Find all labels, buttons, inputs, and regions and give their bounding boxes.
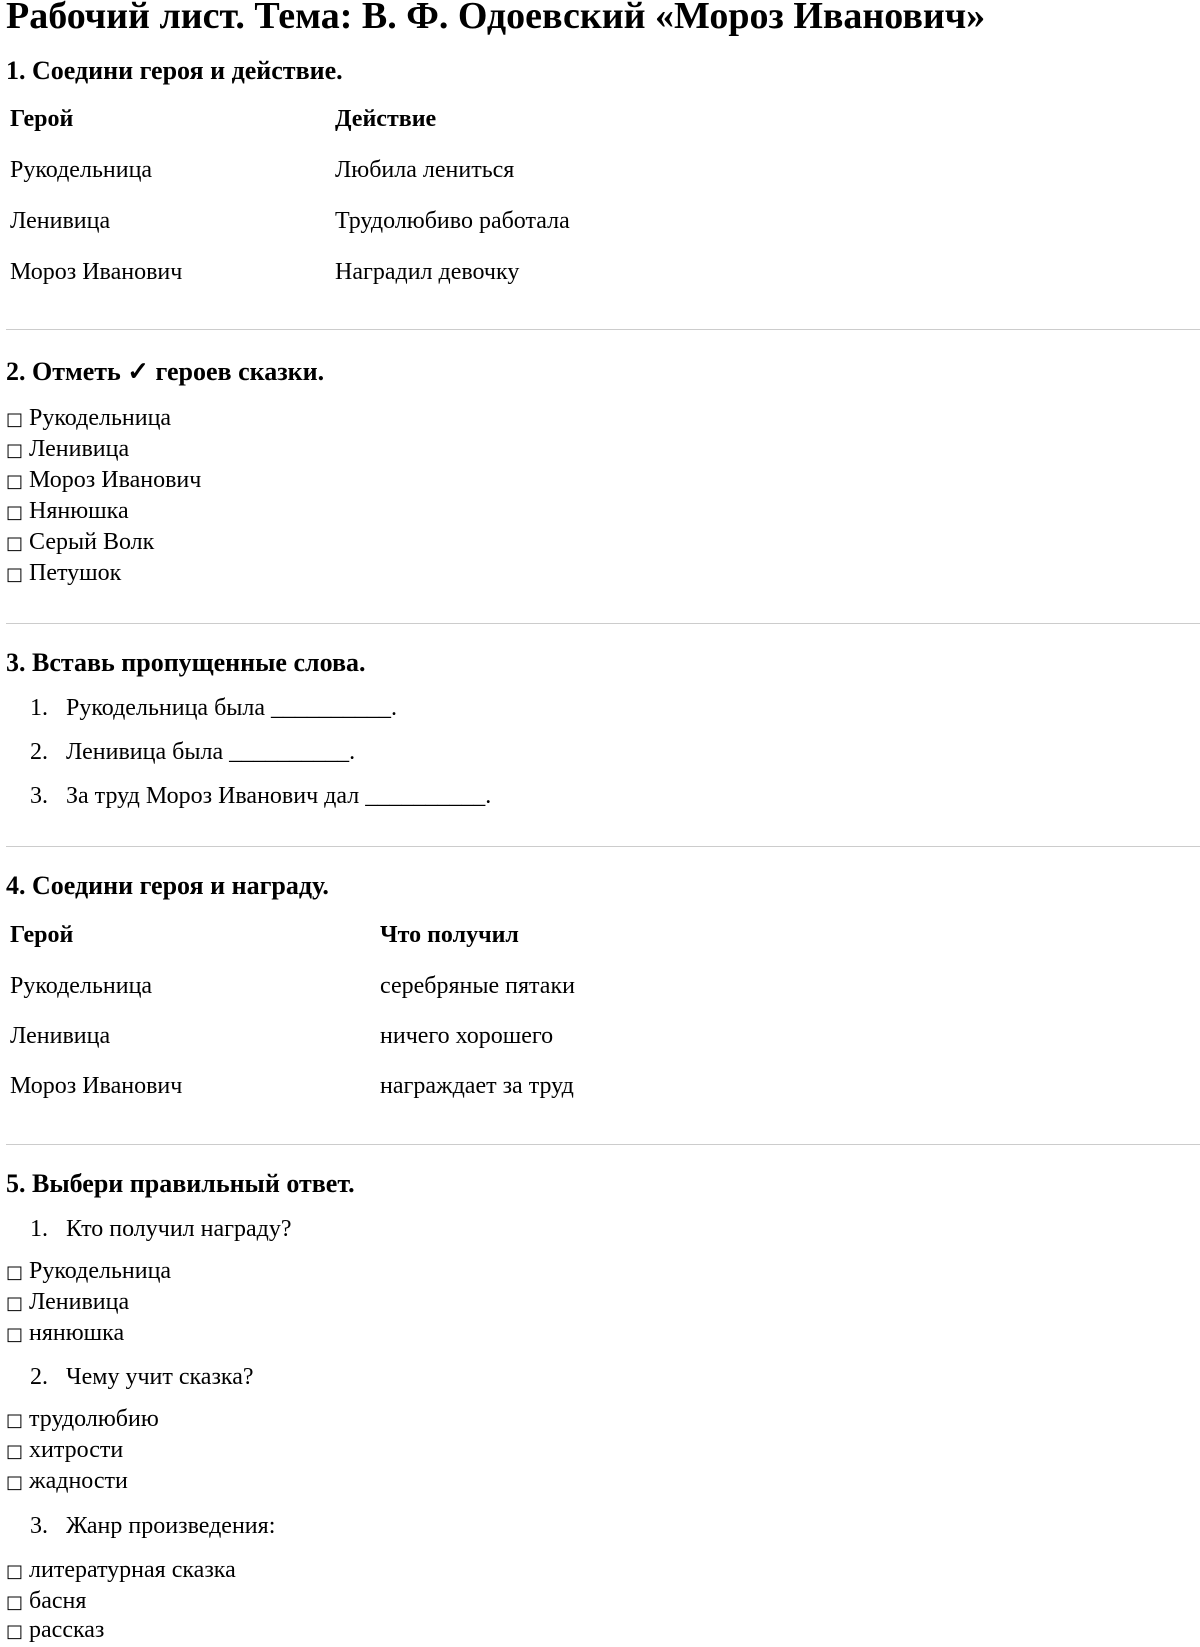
fill-in-sentence[interactable]: Рукодельница была __________. [66,695,398,721]
checkbox-icon[interactable]: □ [6,1262,24,1283]
item-number: 2. [30,739,48,765]
item-number: 1. [30,1216,48,1242]
q1-action-cell: Любила лениться [335,157,515,183]
q4-reward-cell: серебряные пятаки [380,973,575,999]
q3-heading: 3. Вставь пропущенные слова. [6,648,366,677]
q4-hero-cell: Рукодельница [10,973,153,999]
question-text: Жанр произведения: [66,1513,276,1539]
q2-heading: 2. Отметь ✓ героев сказки. [6,357,325,386]
q1-col-action-header: Действие [335,106,437,132]
q5-option[interactable] [6,1586,86,1618]
checkbox-icon[interactable]: □ [6,1324,24,1345]
q2-option-label: Рукодельница [29,405,172,431]
q2-option-label: Нянюшка [29,498,129,524]
checkbox-icon[interactable]: □ [6,564,24,585]
section-divider [6,623,1200,624]
q1-hero-cell: Рукодельница [10,157,153,183]
item-number: 3. [30,1513,48,1539]
q5-option-label: Ленивица [29,1289,130,1315]
checkbox-icon[interactable]: □ [6,502,24,523]
q4-reward-cell: награждает за труд [380,1073,574,1099]
item-number: 1. [30,695,48,721]
q3-item [6,781,491,811]
q2-option-label: Мороз Иванович [29,467,202,493]
question-text: Чему учит сказка? [66,1364,254,1390]
q5-option-label: трудолюбию [29,1406,159,1432]
q4-hero-cell: Ленивица [10,1023,111,1049]
section-divider [6,846,1200,847]
checkbox-icon[interactable]: □ [6,1561,24,1582]
q5-option[interactable] [6,1555,236,1587]
fill-in-sentence[interactable]: Ленивица была __________. [66,739,356,765]
checkbox-icon[interactable]: □ [6,440,24,461]
q5-option-label: басня [29,1588,87,1614]
checkbox-icon[interactable]: □ [6,1293,24,1314]
q5-question [6,1362,254,1392]
q4-col-hero-header: Герой [10,922,74,948]
q5-option[interactable] [6,1404,159,1436]
q2-option[interactable] [6,496,129,528]
q3-item [6,737,355,767]
q2-option-label: Ленивица [29,436,130,462]
q1-action-cell: Трудолюбиво работала [335,208,570,234]
checkbox-icon[interactable]: □ [6,1621,24,1642]
q4-reward-cell: ничего хорошего [380,1023,554,1049]
page-title: Рабочий лист. Тема: В. Ф. Одоевский «Мороз Иванович» [6,0,986,37]
q3-item [6,693,397,723]
q5-option-label: Рукодельница [29,1258,172,1284]
q1-action-cell: Наградил девочку [335,259,520,285]
q5-heading: 5. Выбери правильный ответ. [6,1169,355,1198]
q1-col-hero-header: Герой [10,106,74,132]
checkbox-icon[interactable]: □ [6,533,24,554]
question-text: Кто получил награду? [66,1216,292,1242]
q2-option-label: Петушок [29,560,122,586]
q5-option[interactable] [6,1256,171,1288]
q2-option[interactable] [6,558,121,590]
q4-heading: 4. Соедини героя и награду. [6,871,329,900]
q5-option[interactable] [6,1615,104,1647]
checkbox-icon[interactable]: □ [6,409,24,430]
q5-question [6,1511,275,1541]
item-number: 3. [30,783,48,809]
q1-heading: 1. Соедини героя и действие. [6,56,343,85]
q2-option-label: Серый Волк [29,529,155,555]
q5-option[interactable] [6,1318,124,1350]
section-divider [6,329,1200,330]
q5-option-label: рассказ [29,1617,105,1643]
q5-option-label: жадности [29,1468,128,1494]
q2-option[interactable] [6,434,129,466]
q4-hero-cell: Мороз Иванович [10,1073,183,1099]
checkbox-icon[interactable]: □ [6,1472,24,1493]
checkbox-icon[interactable]: □ [6,1441,24,1462]
q5-option[interactable] [6,1435,123,1467]
q2-option[interactable] [6,465,201,497]
checkbox-icon[interactable]: □ [6,471,24,492]
q5-option-label: хитрости [29,1437,124,1463]
q1-hero-cell: Ленивица [10,208,111,234]
q5-question [6,1214,292,1244]
q5-option[interactable] [6,1287,129,1319]
checkbox-icon[interactable]: □ [6,1410,24,1431]
checkbox-icon[interactable]: □ [6,1592,24,1613]
section-divider [6,1144,1200,1145]
q5-option[interactable] [6,1466,128,1498]
q5-option-label: нянюшка [29,1320,125,1346]
q2-option[interactable] [6,527,154,559]
q2-option[interactable] [6,403,171,435]
q1-hero-cell: Мороз Иванович [10,259,183,285]
q4-col-reward-header: Что получил [380,922,519,948]
item-number: 2. [30,1364,48,1390]
q5-option-label: литературная сказка [29,1557,236,1583]
fill-in-sentence[interactable]: За труд Мороз Иванович дал __________. [66,783,492,809]
